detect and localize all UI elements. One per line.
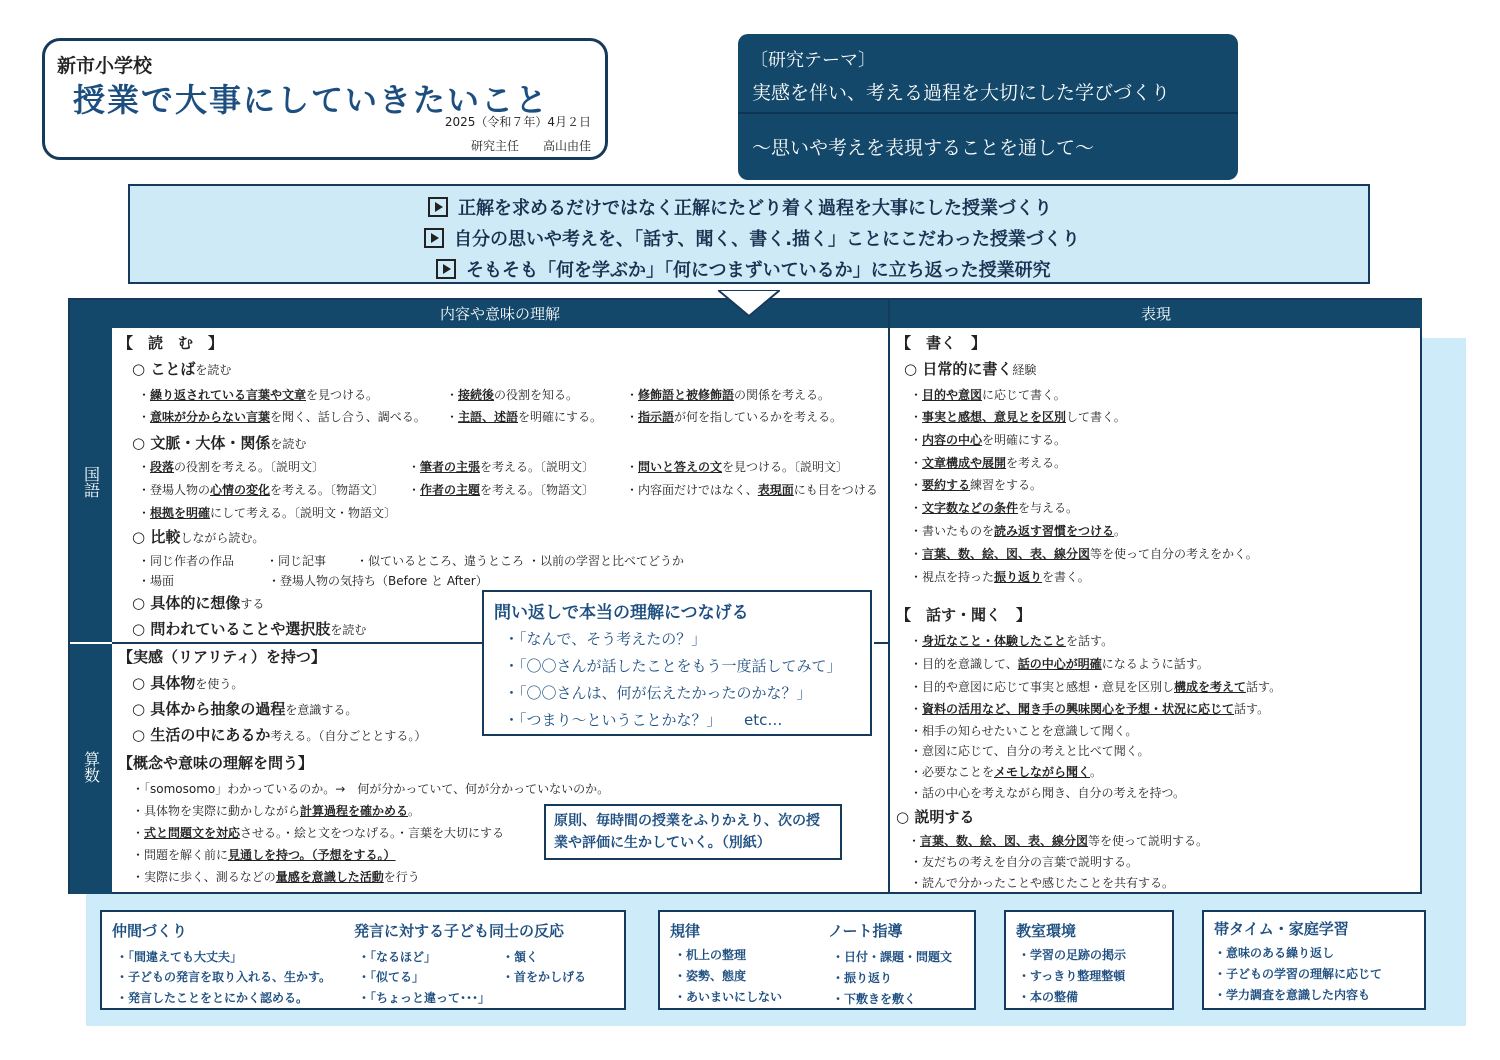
kiritsu-item: ・あいまいにしない [674, 990, 783, 1004]
yomu-bun-line2c: ・内容面だけではなく、表現面にも目をつける [626, 483, 878, 497]
row-divider-end [874, 642, 888, 644]
sansu-line: ・問題を解く前に見通しを持つ。（予想をする。） [132, 848, 396, 862]
kaku-line: ・事実と感想、意見とを区別して書く。 [910, 410, 1126, 424]
goals-box [128, 184, 1370, 284]
theme-line1: 実感を伴い、考える過程を大切にした学びづくり [752, 82, 1171, 104]
yomu-kotoba-heading: ○ ことばを読む [132, 360, 232, 378]
hanasu-line: ・話の中心を考えながら聞き、自分の考えを持つ。 [910, 786, 1186, 800]
column-divider [888, 300, 890, 892]
goal-item: 正解を求めるだけではなく正解にたどり着く過程を大事にした授業づくり [428, 194, 1052, 220]
hanasu-line: ・資料の活用など、聞き手の興味関心を予想・状況に応じて話す。 [910, 702, 1270, 716]
goal-item: 自分の思いや考えを、「話す、聞く、書く.描く」ことにこだわった授業づくり [424, 225, 1080, 251]
hanasu-line: ・意図に応じて、自分の考えと比べて聞く。 [910, 744, 1150, 758]
goal-item: そもそも「何を学ぶか」「何につまずいているか」に立ち返った授業研究 [436, 256, 1051, 282]
yomu-bun-line1c: ・問いと答えの文を見つける。〔説明文〕 [626, 460, 849, 474]
obi-item: ・学力調査を意識した内容も [1214, 988, 1371, 1002]
box-kiritsu [658, 910, 976, 1010]
yomu-kotoba-line1: ・繰り返されている言葉や文章を見つける。 [138, 388, 379, 402]
hikaku-item: ・以前の学習と比べてどうか [528, 554, 685, 568]
research-theme-box [738, 34, 1238, 180]
hannou-item: ・首をかしげる [502, 970, 587, 984]
side-divider [70, 642, 112, 644]
hanasu-line: ・相手の知らせたいことを意識して聞く。 [910, 724, 1138, 738]
theme-divider [738, 112, 1238, 114]
yomu-kotoba-line2b: ・主語、述語を明確にする。 [446, 410, 603, 424]
school-name: 新市小学校 [57, 55, 153, 77]
obi-title: 帯タイム・家庭学習 [1214, 920, 1349, 938]
note-item: ・下敷きを敷く [832, 992, 917, 1006]
yomu-bun-line2b: ・作者の主題を考える。〔物語文〕 [408, 483, 595, 497]
box-nakama [100, 910, 626, 1010]
kyoshitsu-item: ・学習の足跡の掲示 [1018, 948, 1127, 962]
hanasu-line: ・目的や意図に応じて事実と感想・意見を区別し構成を考えて話す。 [910, 680, 1282, 694]
kyoshitsu-item: ・すっきり整理整頓 [1018, 969, 1126, 983]
hannou-item: ・「似てる」 [358, 970, 425, 984]
sansu-line: ・式と問題文を対応させる。・絵と文をつなげる。・言葉を大切にする [132, 826, 505, 840]
note-item: ・日付・課題・問題文 [832, 950, 953, 964]
hannou-item: ・「ちょっと違って･･･」 [358, 991, 491, 1005]
question-item: ・「〇〇さんが話したことをもう一度話してみて」 [504, 657, 842, 675]
setsumei-heading: ○ 説明する [896, 808, 975, 826]
hannou-item: ・頷く [502, 950, 539, 964]
note-title: ノート指導 [828, 922, 903, 940]
hanasu-line: ・必要なことをメモしながら聞く。 [910, 765, 1103, 779]
hikaku-item: ・登場人物の気持ち（Before と After） [268, 574, 488, 588]
obi-item: ・子どもの学習の理解に応じて [1214, 967, 1383, 981]
yomu-bun-line3: ・根拠を明確にして考える。〔説明文・物語文〕 [138, 506, 397, 520]
sansu-line: ・具体物を実際に動かしながら計算過程を確かめる。 [132, 804, 421, 818]
kaku-line: ・目的や意図に応じて書く。 [910, 388, 1066, 402]
kaku-line: ・書いたものを読み返す習慣をつける。 [910, 524, 1127, 538]
kaku-line: ・視点を持った振り返りを書く。 [910, 570, 1090, 584]
section-hanasu-title: 【 話す・聞く 】 [896, 606, 1032, 624]
box-obi [1202, 910, 1426, 1010]
sansu-line: ・「somosomo」わかっているのか。→ 何が分かっていて、何が分かっていないのか。 [132, 782, 610, 796]
sansu-item: ○ 具体から抽象の過程を意識する。 [132, 700, 358, 718]
nakama-item: ・子どもの発言を取り入れる、生かす。 [116, 970, 332, 984]
kaku-line: ・言葉、数、絵、図、表、線分図等を使って自分の考えをかく。 [910, 547, 1258, 561]
play-icon [428, 197, 448, 217]
principle-box: 原則、毎時間の授業をふりかえり、次の授業や評価に生かしていく。（別紙） [544, 804, 842, 860]
yomu-kotoba-line1c: ・修飾語と被修飾語の関係を考える。 [626, 388, 831, 402]
section-yomu-title: 【 読 む 】 [118, 334, 224, 352]
author-text: 研究主任 高山由佳 [470, 139, 591, 153]
kyoshitsu-title: 教室環境 [1016, 922, 1077, 940]
setsumei-line: ・読んで分かったことや感じたことを共有する。 [910, 876, 1175, 890]
hikaku-item: ・同じ作者の作品 [138, 554, 235, 568]
nakama-item: ・発言したことをとにかく認める。 [116, 991, 309, 1005]
header-box [42, 38, 608, 160]
question-box [482, 590, 872, 736]
yomu-bun-line1b: ・筆者の主張を考える。〔説明文〕 [408, 460, 595, 474]
date-text: 2025（令和７年）4月２日 [444, 115, 591, 129]
note-item: ・振り返り [832, 971, 893, 985]
kaku-line: ・文章構成や展開を考える。 [910, 456, 1067, 470]
question-item: ・「〇〇さんは、何が伝えたかったのかな？」 [504, 684, 812, 702]
theme-label: 〔研究テーマ〕 [750, 50, 876, 71]
hanasu-line: ・身近なこと・体験したことを話す。 [910, 634, 1114, 648]
play-icon [424, 228, 444, 248]
sansu-item: ○ 具体物を使う。 [132, 674, 244, 692]
hannou-title: 発言に対する子ども同士の反応 [354, 922, 565, 940]
kiritsu-title: 規律 [670, 922, 701, 940]
yomu-kotoba-line2c: ・指示語が何を指しているかを考える。 [626, 410, 843, 424]
corner-cell [70, 300, 112, 328]
row-divider [112, 642, 526, 644]
section-kaku-title: 【 書く 】 [896, 334, 987, 352]
hanasu-line: ・目的を意識して、話の中心が明確になるように話す。 [910, 657, 1209, 671]
kiritsu-item: ・姿勢、態度 [674, 969, 747, 983]
question-box-title: 問い返しで本当の理解につなげる [494, 603, 749, 623]
sansu-line: ・実際に歩く、測るなどの量感を意識した活動を行う [132, 870, 420, 884]
theme-line2: ～思いや考えを表現することを通して～ [752, 137, 1095, 159]
yomu-toware-heading: ○ 問われていることや選択肢を読む [132, 620, 367, 638]
section-sansu-title1: 【実感（リアリティ）を持つ】 [118, 648, 326, 666]
down-arrow-icon [718, 290, 780, 318]
side-label-kokugo: 国語 [70, 328, 112, 642]
kaku-line: ・文字数などの条件を与える。 [910, 501, 1079, 515]
obi-item: ・意味のある繰り返し [1214, 946, 1335, 960]
col-header-expression: 表現 [890, 300, 1422, 328]
hikaku-item: ・同じ記事 [266, 554, 327, 568]
yomu-bun-heading: ○ 文脈・大体・関係を読む [132, 434, 307, 452]
side-label-sansu: 算数 [70, 643, 112, 894]
kaku-line: ・内容の中心を明確にする。 [910, 433, 1067, 447]
nakama-item: ・「間違えても大丈夫」 [116, 950, 243, 964]
yomu-bun-line2: ・登場人物の心情の変化を考える。〔物語文〕 [138, 483, 385, 497]
yomu-gutai-heading: ○ 具体的に想像する [132, 594, 265, 612]
hikaku-item: ・場面 [138, 574, 175, 588]
play-icon [436, 259, 456, 279]
col-header-understanding: 内容や意味の理解 [112, 300, 888, 328]
yomu-kotoba-line1b: ・接続後の役割を知る。 [446, 388, 579, 402]
section-sansu-title2: 【概念や意味の理解を問う】 [118, 754, 314, 772]
yomu-bun-line1: ・段落の役割を考える。〔説明文〕 [138, 460, 325, 474]
hannou-item: ・「なるほど」 [358, 950, 437, 964]
setsumei-line: ・友だちの考えを自分の言葉で説明する。 [910, 855, 1139, 869]
kiritsu-item: ・机上の整理 [674, 948, 747, 962]
question-item: ・「なんで、そう考えたの？」 [504, 630, 707, 648]
box-kyoshitsu [1004, 910, 1174, 1010]
page-title: 授業で大事にしていきたいこと [73, 81, 550, 119]
setsumei-line: ・言葉、数、絵、図、表、線分図等を使って説明する。 [908, 834, 1209, 848]
hikaku-item: ・似ているところ、違うところ [356, 554, 525, 568]
kaku-heading: ○ 日常的に書く経験 [904, 360, 1037, 378]
question-item: ・「つまり～ということかな？」 etc… [504, 711, 783, 729]
nakama-title: 仲間づくり [112, 922, 188, 940]
yomu-kotoba-line2: ・意味が分からない言葉を聞く、話し合う、調べる。 [138, 410, 426, 424]
yomu-hikaku-heading: ○ 比較しながら読む。 [132, 528, 265, 546]
sansu-item: ○ 生活の中にあるか考える。（自分ごととする。） [132, 726, 427, 744]
kaku-line: ・要約する練習をする。 [910, 478, 1043, 492]
kyoshitsu-item: ・本の整備 [1018, 990, 1079, 1004]
